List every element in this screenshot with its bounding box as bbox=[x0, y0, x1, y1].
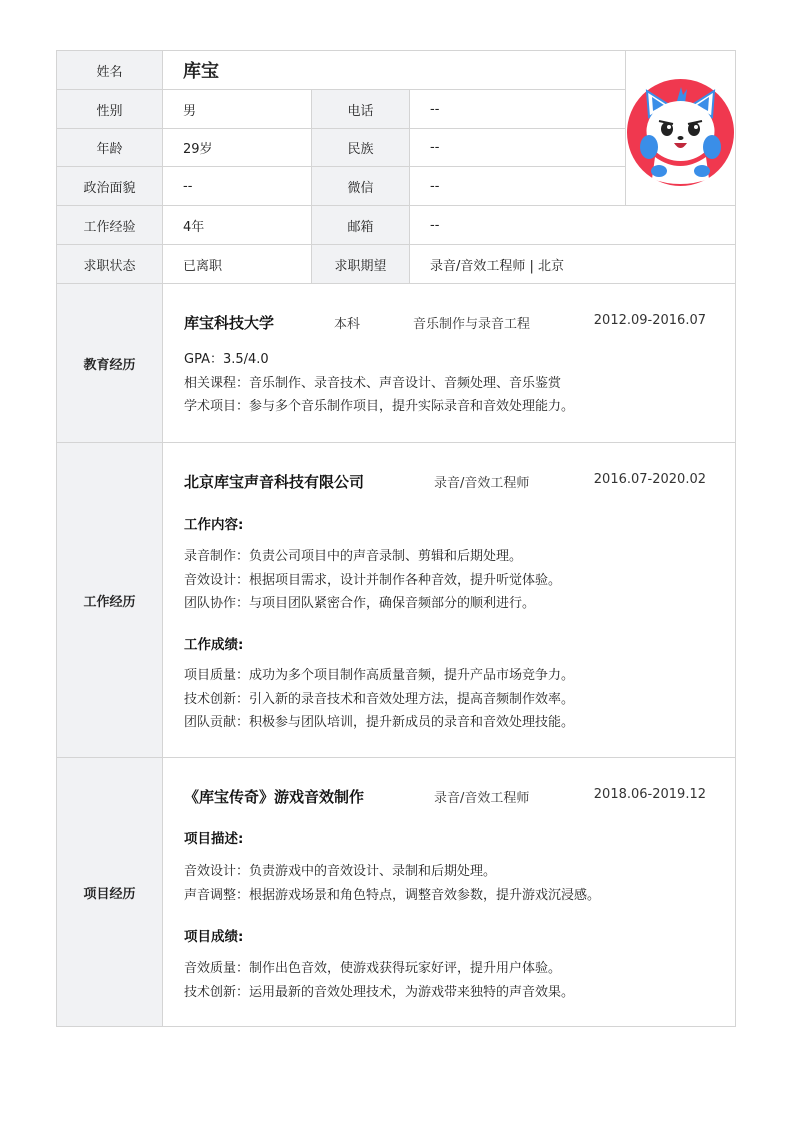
work-achievements bbox=[184, 664, 574, 735]
photo-cell bbox=[626, 50, 735, 206]
work-content-line: 录音制作：负责公司项目中的声音录制、剪辑和后期处理。 bbox=[184, 549, 523, 564]
avatar bbox=[627, 79, 734, 186]
project-achievement-line: 音效质量：制作出色音效，使游戏获得玩家好评，提升用户体验。 bbox=[184, 961, 562, 976]
name-value: 库宝 bbox=[183, 61, 219, 82]
status-value: 已离职 bbox=[183, 258, 223, 274]
age-value: 29岁 bbox=[183, 142, 213, 157]
education-line: 相关课程：音乐制作、录音技术、声音设计、音频处理、音乐鉴赏 bbox=[184, 375, 562, 391]
project-role: 录音/音效工程师 bbox=[434, 791, 530, 806]
work-section-label: 工作经历 bbox=[57, 443, 162, 757]
education-section-label: 教育经历 bbox=[57, 284, 162, 442]
email-label: 邮箱 bbox=[312, 206, 409, 244]
table-border bbox=[56, 1026, 736, 1027]
project-date: 2018.06-2019.12 bbox=[593, 787, 706, 802]
project-desc-heading: 项目描述: bbox=[184, 831, 244, 847]
table-divider bbox=[56, 89, 626, 90]
table-divider bbox=[56, 205, 736, 206]
work-achievement-line: 技术创新：引入新的录音技术和音效处理方法，提高音频制作效率。 bbox=[184, 691, 575, 707]
work-date: 2016.07-2020.02 bbox=[593, 472, 706, 487]
gender-label: 性别 bbox=[57, 90, 162, 128]
project-desc bbox=[184, 860, 600, 907]
wechat-label: 微信 bbox=[312, 167, 409, 205]
project-achievement-heading: 项目成绩: bbox=[184, 929, 244, 945]
email-value: -- bbox=[430, 217, 440, 233]
work-company: 北京库宝声音科技有限公司 bbox=[184, 473, 365, 491]
project-achievements bbox=[184, 957, 574, 1004]
name-label: 姓名 bbox=[57, 51, 162, 89]
project-desc-line: 音效设计：负责游戏中的音效设计、录制和后期处理。 bbox=[184, 864, 497, 879]
education-details bbox=[184, 348, 574, 419]
education-line: 学术项目：参与多个音乐制作项目，提升实际录音和音效处理能力。 bbox=[184, 399, 575, 414]
work-content bbox=[184, 545, 561, 616]
education-degree: 本科 bbox=[334, 317, 361, 332]
phone-value: -- bbox=[430, 101, 440, 117]
table-divider bbox=[56, 166, 626, 167]
ethnicity-value: -- bbox=[430, 140, 440, 155]
table-divider bbox=[56, 283, 736, 284]
work-content-line: 团队协作：与项目团队紧密合作，确保音频部分的顺利进行。 bbox=[184, 596, 536, 611]
education-major: 音乐制作与录音工程 bbox=[413, 317, 531, 332]
project-section-label: 项目经历 bbox=[57, 758, 162, 1026]
project-desc-line: 声音调整：根据游戏场景和角色特点，调整音效参数，提升游戏沉浸感。 bbox=[184, 887, 601, 903]
work-content-heading: 工作内容: bbox=[184, 517, 244, 533]
table-border bbox=[56, 50, 57, 1027]
table-divider bbox=[409, 89, 410, 284]
table-divider bbox=[56, 128, 626, 129]
table-divider bbox=[56, 757, 736, 758]
work-content-line: 音效设计：根据项目需求，设计并制作各种音效，提升听觉体验。 bbox=[184, 572, 562, 588]
table-divider bbox=[56, 442, 736, 443]
table-divider bbox=[311, 89, 312, 284]
age-label: 年龄 bbox=[57, 129, 162, 166]
work-achievement-line: 项目质量：成功为多个项目制作高质量音频，提升产品市场竞争力。 bbox=[184, 668, 575, 683]
wechat-value: -- bbox=[430, 178, 440, 194]
table-divider bbox=[162, 50, 163, 1027]
project-name: 《库宝传奇》游戏音效制作 bbox=[184, 788, 365, 806]
table-divider bbox=[625, 50, 626, 206]
expectation-value: 录音/音效工程师 | 北京 bbox=[430, 258, 565, 274]
work-role: 录音/音效工程师 bbox=[434, 476, 530, 491]
table-divider bbox=[56, 244, 736, 245]
work-achievement-line: 团队贡献：积极参与团队培训，提升新成员的录音和音效处理技能。 bbox=[184, 715, 575, 730]
education-school: 库宝科技大学 bbox=[184, 314, 275, 332]
table-border bbox=[56, 50, 736, 51]
political-label: 政治面貌 bbox=[57, 167, 162, 205]
expectation-label: 求职期望 bbox=[312, 245, 409, 283]
status-label: 求职状态 bbox=[57, 245, 162, 283]
table-border bbox=[735, 50, 736, 1027]
project-achievement-line: 技术创新：运用最新的音效处理技术，为游戏带来独特的声音效果。 bbox=[184, 984, 575, 1000]
education-line: GPA：3.5/4.0 bbox=[184, 352, 269, 367]
work-achievement-heading: 工作成绩: bbox=[184, 637, 244, 653]
phone-label: 电话 bbox=[312, 90, 409, 128]
political-value: -- bbox=[183, 178, 193, 194]
gender-value: 男 bbox=[183, 103, 197, 119]
experience-label: 工作经验 bbox=[57, 206, 162, 244]
education-date: 2012.09-2016.07 bbox=[593, 313, 706, 328]
ethnicity-label: 民族 bbox=[312, 129, 409, 166]
experience-value: 4年 bbox=[183, 219, 205, 235]
